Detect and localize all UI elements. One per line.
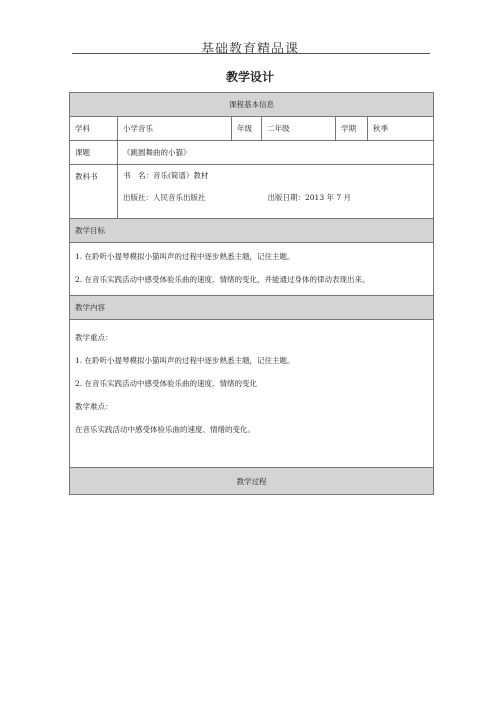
header-divider — [72, 53, 430, 54]
textbook-row — [70, 165, 434, 219]
objectives-header-row — [70, 219, 434, 243]
subject-row — [70, 117, 434, 141]
textbook-publisher: 出版社：人民音乐出版社 — [123, 193, 206, 202]
content-body-row — [70, 320, 434, 468]
textbook-name: 书 名：音乐(简谱）教材 — [123, 171, 209, 180]
grade-value: 二年级 — [262, 117, 336, 141]
topic-label: 课题 — [70, 141, 118, 165]
content-header-row — [70, 296, 434, 320]
difficulty-text: 在音乐实践活动中感受体验乐曲的速度、情绪的变化。 — [75, 425, 255, 434]
objectives-body — [70, 243, 434, 296]
key-point-item: 2. 在音乐实践活动中感受体验乐曲的速度、情绪的变化 — [75, 379, 258, 388]
term-label: 学期 — [336, 117, 368, 141]
difficulty-label: 教学难点： — [75, 402, 113, 411]
key-points-label: 教学重点： — [75, 333, 113, 342]
objective-item: 1. 在聆听小提琴模拟小猫叫声的过程中逐步熟悉主题，记住主题。 — [75, 252, 295, 261]
subject-value: 小学音乐 — [118, 117, 232, 141]
lesson-plan-table — [69, 92, 434, 495]
topic-value: 《跳圆舞曲的小猫》 — [118, 141, 434, 165]
textbook-publish-date: 出版日期：2013 年 7 月 — [267, 193, 352, 202]
process-section-title: 教学过程 — [70, 468, 434, 495]
textbook-label: 教科书 — [70, 165, 118, 219]
textbook-publication — [123, 192, 428, 204]
spacer — [206, 192, 268, 204]
grade-label: 年级 — [232, 117, 262, 141]
document-title: 教学设计 — [225, 70, 274, 84]
basic-info-section-title: 课程基本信息 — [70, 93, 434, 117]
subject-label: 学科 — [70, 117, 118, 141]
topic-row — [70, 141, 434, 165]
objectives-section-title: 教学目标 — [70, 219, 434, 243]
objective-item: 2. 在音乐实践活动中感受体验乐曲的速度、情绪的变化，并能通过身体的律动表现出来。 — [75, 275, 370, 284]
basic-info-header-row — [70, 93, 434, 117]
process-header-row — [70, 468, 434, 495]
objectives-body-row — [70, 243, 434, 296]
content-section-title: 教学内容 — [70, 296, 434, 320]
textbook-details — [118, 165, 434, 219]
term-value: 秋季 — [368, 117, 434, 141]
header-site-title: 基础教育精品课 — [200, 42, 299, 57]
key-point-item: 1. 在聆听小提琴模拟小猫叫声的过程中逐步熟悉主题，记住主题。 — [75, 356, 295, 365]
content-body — [70, 320, 434, 468]
